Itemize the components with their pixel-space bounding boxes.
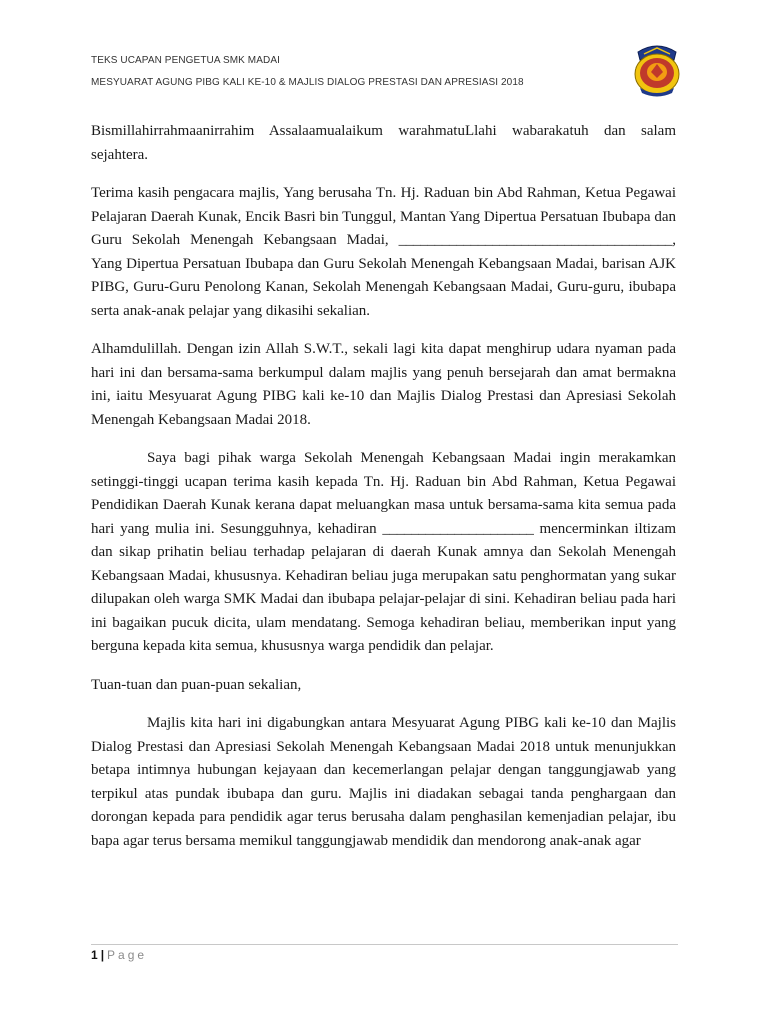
gratitude-paragraph <box>91 447 676 659</box>
page-label: Page <box>107 948 148 962</box>
opening-greeting: Bismillahirrahmaanirrahim Assalaamualaikum warahmatuLlahi wabarakatuh dan salam sejahtera. <box>91 123 676 163</box>
alhamdulillah-paragraph: Alhamdulillah. Dengan izin Allah S.W.T., sekali lagi kita dapat menghirup udara nyaman pada hari ini dan bersama-sama berkumpul dalam majlis yang penuh bersejarah dan amat bermakna ini, iaitu Mesyuarat Agung PIBG kali ke-10 dan Majlis Dialog Prestasi dan Apresiasi Sekolah Menengah Kebangsaan Madai 2018. <box>91 341 676 428</box>
speech-body <box>91 120 676 868</box>
page-number: 1 <box>91 948 98 962</box>
document-header-subtitle: MESYUARAT AGUNG PIBG KALI KE-10 & MAJLIS DIALOG PRESTASI DAN APRESIASI 2018 <box>91 77 524 88</box>
school-crest-logo-icon <box>630 38 684 98</box>
name-blank-line: ______________________________________ <box>398 232 673 248</box>
footer-divider <box>91 944 678 945</box>
gratitude-text-a: Saya bagi pihak warga Sekolah Menengah Kebangsaan Madai ingin merakamkan setinggi-tinggi ucapan terima kasih kepada Tn. Hj. Raduan bin Abd Rahman, Ketua Pegawai Pendidikan Daerah Kunak kerana dapat meluangkan masa untuk bersama-sama kita semua pada hari yang mulia ini. Sesungguhnya, kehadiran <box>91 450 676 537</box>
event-purpose-paragraph: Majlis kita hari ini digabungkan antara Mesyuarat Agung PIBG kali ke-10 dan Majlis Dialog Prestasi dan Apresiasi Sekolah Menengah Kebangsaan Madai 2018 untuk menunjukkan betapa intimnya hubungan kejayaan dan kecemerlangan pelajar dengan tanggungjawab yang terpikul atas pundak ibubapa dan guru. Majlis ini diadakan sebagai tanda penghargaan dan dorongan kepada para pendidik agar terus berusaha dalam penghasilan kemenjadian pelajar, ibu bapa agar terus bersama memikul tanggungjawab mendidik dan mendorong anak-anak agar <box>91 715 676 849</box>
acknowledgement-text-b: , Yang Dipertua Persatuan Ibubapa dan Guru Sekolah Menengah Kebangsaan Madai, barisan AJK PIBG, Guru-Guru Penolong Kanan, Sekolah Menengah Kebangsaan Madai, Guru-guru, ibubapa serta anak-anak pelajar yang dikasihi sekalian. <box>91 232 677 319</box>
document-header-title: TEKS UCAPAN PENGETUA SMK MADAI <box>91 55 280 66</box>
acknowledgement-text-a: Terima kasih pengacara majlis, Yang berusaha Tn. Hj. Raduan bin Abd Rahman, Ketua Pegawai Pelajaran Daerah Kunak, Encik Basri bin Tunggul, Mantan Yang Dipertua Persatuan Ibubapa dan Guru Sekolah Menengah Kebangsaan Madai, <box>91 185 676 248</box>
page-footer <box>91 948 147 962</box>
attendee-blank-line: _____________________ <box>382 520 534 537</box>
acknowledgement-paragraph <box>91 182 676 323</box>
salutation-line: Tuan-tuan dan puan-puan sekalian, <box>91 676 302 693</box>
gratitude-text-b: mencerminkan iltizam dan sikap prihatin beliau terhadap pelajaran di daerah Kunak amnya dan Sekolah Menengah Kebangsaan Madai, khususnya. Kehadiran beliau juga merupakan satu penghormatan yang sukar dilupakan oleh warga SMK Madai dan ibubapa pelajar-pelajar di sini. Kehadiran beliau pada hari ini bagaikan pucuk dicita, ulam mendatang. Semoga kehadiran beliau, memberikan input yang berguna kepada kita semua, khususnya warga pendidik dan pelajar. <box>91 520 677 654</box>
footer-separator: | <box>100 948 105 962</box>
